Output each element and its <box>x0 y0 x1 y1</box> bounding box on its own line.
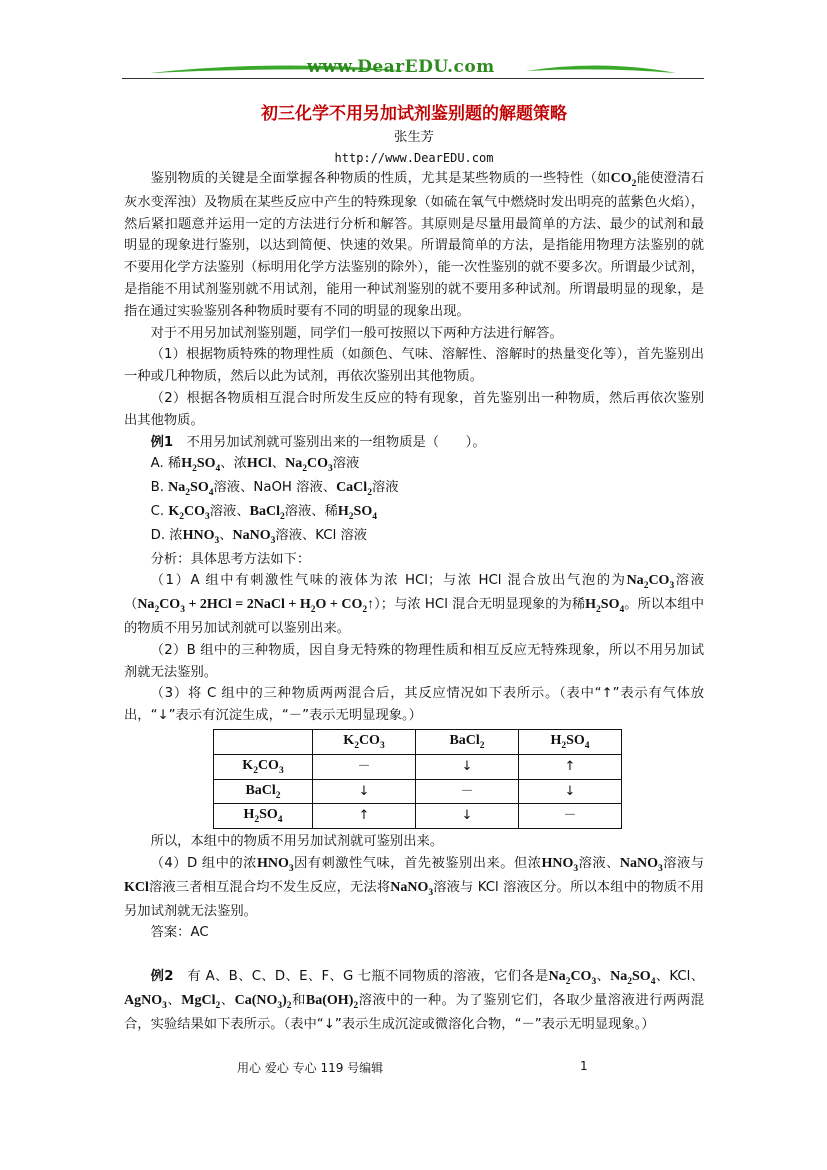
table-conclusion: 所以，本组中的物质不用另加试剂就可鉴别出来。 <box>150 834 444 850</box>
option-c: C. $K_2CO_3$溶液、BaCl$_2$溶液、稀$H_2SO_4$ <box>150 503 377 522</box>
site-logo-text: www.DearEDU.com <box>307 57 495 77</box>
table-corner <box>214 729 313 754</box>
right-swoosh-logo <box>526 61 676 75</box>
option-d: D. 浓$HNO_3$、NaNO$_3$溶液、KCl 溶液 <box>150 527 368 546</box>
row-header-k2co3: $K_2CO_3$ <box>214 754 313 779</box>
table-cell: ↑ <box>519 754 622 779</box>
header-divider <box>122 78 704 79</box>
example-1-question: 例1 不用另加试剂就可鉴别出来的一组物质是（ ）。 <box>150 434 486 450</box>
table-cell: － <box>416 779 519 804</box>
answer: 答案：AC <box>150 925 209 941</box>
row-header-bacl2: BaCl$_2$ <box>214 779 313 804</box>
doc-url: http://www.DearEDU.com <box>334 151 494 165</box>
table-row <box>214 779 622 804</box>
option-b: B. $Na_2SO_4$溶液、NaOH 溶液、CaCl$_2$溶液 <box>150 480 399 499</box>
analysis-4: （4）D 组中的浓$HNO_3$因有刺激性气味，首先被鉴别出来。但浓$HNO_3$溶液、NaNO$_3$溶液与KCl溶液三者相互混合均不发生反应，无法将NaNO$_3$溶液与 KCl 溶液区分。所以本组中的物质不用另加试剂就无法鉴别。 <box>124 855 705 919</box>
table-cell: － <box>519 804 622 829</box>
table-cell: ↓ <box>519 779 622 804</box>
page-number: 1 <box>580 1059 588 1073</box>
col-header-h2so4: $H_2SO_4$ <box>519 729 622 754</box>
method-intro: 对于不用另加试剂鉴别题，同学们一般可按照以下两种方法进行解答。 <box>150 325 563 341</box>
analysis-heading: 分析：具体思考方法如下： <box>150 551 311 567</box>
example-2: 例2 有 A、B、C、D、E、F、G 七瓶不同物质的溶液，它们各是$Na_2CO_3$、$Na_2SO_4$、KCl、AgNO$_3$、MgCl$_2$、$Ca(NO_3)_2$和$Ba(OH)_2$溶液中的一种。为了鉴别它们，各取少量溶液进行两两混合，实验结果如下表所示。（表中“↓”表示生成沉淀或微溶化合物，“－”表示无明显现象。） <box>124 969 705 1032</box>
col-header-k2co3: $K_2CO_3$ <box>313 729 416 754</box>
table-cell: ↓ <box>313 779 416 804</box>
intro-paragraph: 鉴别物质的关键是全面掌握各种物质的性质，尤其是某些物质的一些特性（如$CO_2$能使澄清石灰水变浑浊）及物质在某些反应中产生的特殊现象（如硫在氧气中燃烧时发出明亮的蓝紫色火焰），然后紧扣题意并运用一定的方法进行分析和解答。其原则是尽量用最简单的方法、最少的试剂和最明显的现象进行鉴别，以达到简便、快速的效果。所谓最简单的方法，是指能用物理方法鉴别的就不要用化学方法鉴别（标明用化学方法鉴别的除外），能一次性鉴别的就不要多次。所谓最少试剂，是指能不用试剂鉴别就不用试剂，能用一种试剂鉴别的就不要用多种试剂。所谓最明显的现象，是指在通过实验鉴别各种物质时要有不同的明显的现象出现。 <box>124 171 705 319</box>
option-a: A. 稀$H_2SO_4$、浓HCl、$Na_2CO_3$溶液 <box>150 456 360 475</box>
table-row <box>214 804 622 829</box>
table-cell: ↓ <box>416 804 519 829</box>
table-row <box>214 754 622 779</box>
table-cell: ↓ <box>416 754 519 779</box>
analysis-2: （2）B 组中的三种物质，因自身无特殊的物理性质和相互反应无特殊现象，所以不用另加试剂就无法鉴别。 <box>124 642 704 680</box>
page-header <box>122 55 704 85</box>
doc-author: 张生芳 <box>394 130 434 145</box>
reaction-table <box>213 729 622 829</box>
col-header-bacl2: BaCl$_2$ <box>416 729 519 754</box>
method-1: （1）根据物质特殊的物理性质（如颜色、气味、溶解性、溶解时的热量变化等），首先鉴别出一种或几种物质，然后以此为试剂，再依次鉴别出其他物质。 <box>124 347 704 385</box>
page-footer: 用心 爱心 专心 119 号编辑 <box>237 1061 384 1075</box>
method-2: （2）根据各物质相互混合时所发生反应的特有现象，首先鉴别出一种物质，然后再依次鉴别出其他物质。 <box>124 390 704 428</box>
row-header-h2so4: $H_2SO_4$ <box>214 804 313 829</box>
table-cell: ↑ <box>313 804 416 829</box>
analysis-1: （1）A 组中有刺激性气味的液体为浓 HCl；与浓 HCl 混合放出气泡的为$Na_2CO_3$溶液（$Na_2CO_3 + 2HCl$ = 2NaCl + $H_2O$ + $CO_2↑$）；与浓 HCl 混合无明显现象的为稀$H_2SO_4$。所以本组中的物质不用另加试剂就可以鉴别出来。 <box>124 573 705 636</box>
document-body <box>124 102 704 1035</box>
table-cell: － <box>313 754 416 779</box>
analysis-3: （3）将 C 组中的三种物质两两混合后，其反应情况如下表所示。（表中“↑”表示有气体放出，“↓”表示有沉淀生成，“－”表示无明显现象。） <box>124 686 704 724</box>
doc-title: 初三化学不用另加试剂鉴别题的解题策略 <box>261 104 567 124</box>
